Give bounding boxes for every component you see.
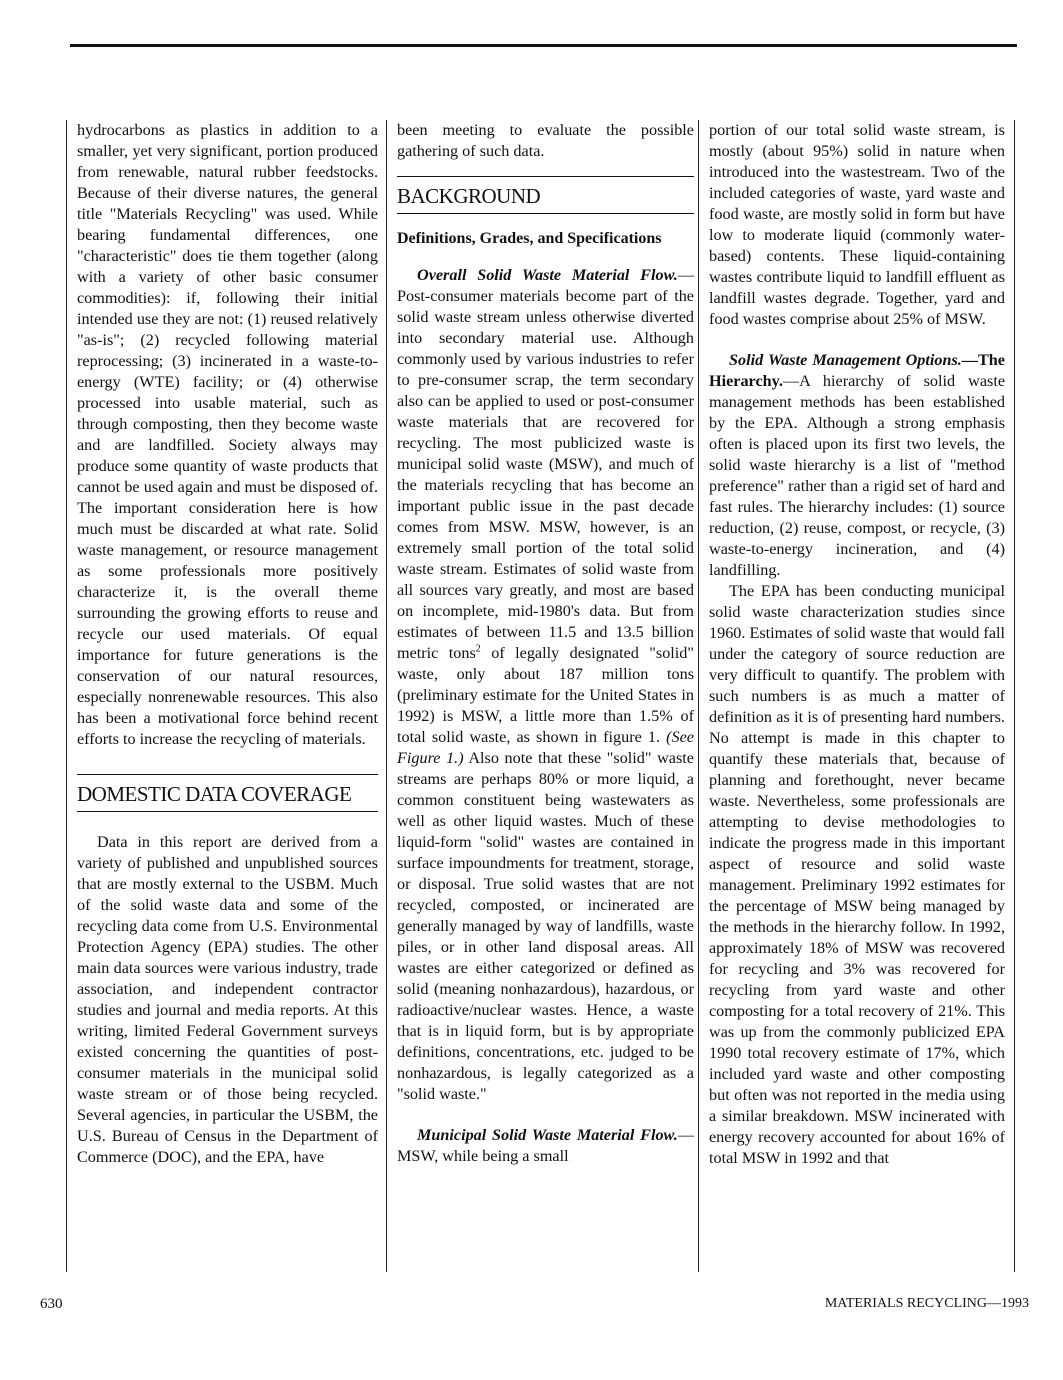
middle-paragraph-2-text-a: —Post-consumer materials become part of the solid waste stream unless otherwise diverted into secondary material use. Although commonly used by various industries to refer to pre-consumer scrap, the term secondary also can be applied to used or post-consumer waste materials that are recovered for recycling. The most publicized waste is municipal solid waste (MSW), and much of the materials recycling that has become an important public issue in the past decade comes from MSW. MSW, however, is an extremely small portion of the total solid waste stream. Estimates of solid waste from all sources vary greatly, and most are based on incomplete, mid-1980's data. But from estimates of between 11.5 and 13.5 billion metric tons xyxy=(397,266,694,662)
middle-paragraph-2-text-b: of legally designated "solid" waste, only about 187 million tons (preliminary estimate for the United States in 1992) is MSW, a little more than 1.5% of total solid waste, as shown in figure 1. xyxy=(397,644,694,746)
middle-column xyxy=(386,120,702,1272)
figure-reference: (See Figure 1.) xyxy=(397,728,694,767)
right-paragraph-3: The EPA has been conducting municipal solid waste characterization studies since 1960. Estimates of solid waste that would fall under the category of source reduction are very difficult to quantify. The problem with such numbers is as much a matter of definition as it is of presenting hard numbers. No attempt is made in this chapter to quantify these materials that, because of planning and forethought, never became waste. Nevertheless, some professionals are attempting to devise methodologies to indicate the progress made in this important aspect of resource and solid waste management. Preliminary 1992 estimates for the percentage of MSW being managed by the methods in the hierarchy follow. In 1992, approximately 18% of MSW was recovered for recycling and 3% was recovered for recycling from yard waste and other composting for a total recovery of 21%. This was up from the commonly publicized EPA 1990 total recovery estimate of 17%, which included yard waste and other composting but often was not reported in the media using a similar breakdown. MSW incinerated with energy recovery accounted for about 16% of total MSW in 1992 and that xyxy=(709,582,1005,1167)
runin-overall-solid-waste: Overall Solid Waste Material Flow. xyxy=(417,266,678,284)
right-paragraph-1: portion of our total solid waste stream, is mostly (about 95%) solid in nature when introduced into the wastestream. Two of the included categories of waste, yard waste and food waste, are mostly solid in form but have low to moderate liquid (commonly water-based) contents. These liquid-containing wastes contribute liquid to landfill effluent as landfill wastes degrade. Together, yard and food wastes comprise about 25% of MSW. xyxy=(709,121,1005,328)
page-number: 630 xyxy=(40,1296,63,1312)
left-paragraph-2: Data in this report are derived from a variety of published and unpublished sources that are mostly external to the USBM. Much of the solid waste data and some of the recycling data come from U.S. Environmental Protection Agency (EPA) studies. The other main data sources were various industry, trade association, and independent contractor studies and journal and media reports. At this writing, limited Federal Government surveys existed concerning the quantities of post-consumer materials in the municipal solid waste stream or of those being recycled. Several agencies, in particular the USBM, the U.S. Bureau of Census in the Department of Commerce (DOC), and the EPA, have xyxy=(77,833,378,1166)
right-column xyxy=(698,120,1015,1272)
middle-paragraph-1: been meeting to evaluate the possible gathering of such data. xyxy=(397,121,694,160)
middle-paragraph-2 xyxy=(397,265,694,1105)
left-paragraph-1: hydrocarbons as plastics in addition to a smaller, yet very significant, portion produced from renewable, natural rubber feedstocks. Because of their diverse natures, the general title "Materials Recycling" was used. While bearing fundamental differences, one "characteristic" does tie them together (along with a variety of other basic consumer commodities): if, following their initial intended use they are not: (1) reused relatively "as-is"; (2) recycled following material reprocessing; (3) incinerated in a waste-to-energy (WTE) facility; or (4) otherwise processed into usable material, such as through composting, then they become waste and are landfilled. Society always may produce some quantity of waste products that cannot be used again and must be disposed of. The important consideration here is how much must be discarded at what rate. Solid waste management, or resource management as some professionals more positively characterize it, is the overall theme surrounding the growing efforts to reuse and recycle our used materials. Of equal importance for future generations is the conservation of our natural resources, especially nonrenewable resources. This also has been a motivational force behind recent efforts to increase the recycling of materials. xyxy=(77,121,378,748)
running-title: MATERIALS RECYCLING—1993 xyxy=(824,1296,1029,1311)
section-heading-background: BACKGROUND xyxy=(397,176,694,214)
top-rule xyxy=(70,44,1017,47)
sub-heading-definitions: Definitions, Grades, and Specifications xyxy=(397,230,662,247)
section-heading-domestic-data-coverage: DOMESTIC DATA COVERAGE xyxy=(77,774,378,812)
right-paragraph-2 xyxy=(709,350,1005,581)
runin-solid-waste-management-options: Solid Waste Management Options.— xyxy=(729,351,978,369)
middle-paragraph-2-text-c: Also note that these "solid" waste streams are perhaps 80% or more liquid, a common constituent being wastewaters as well as other liquid wastes. Much of these liquid-form "solid" wastes are contained in surface impoundments for treatment, storage, or disposal. True solid wastes that are not recycled, composted, or incinerated are generally managed by way of landfills, waste piles, or in other land disposal areas. All wastes are either categorized or defined as solid (meaning nonhazardous), hazardous, or radioactive/nuclear wastes. Hence, a waste that is in liquid form, but is by appropriate definitions, concentrations, etc. judged to be nonhazardous, is legally categorized as a "solid waste." xyxy=(397,749,694,1103)
runin-municipal-solid-waste: Municipal Solid Waste Material Flow. xyxy=(417,1126,678,1144)
middle-paragraph-3 xyxy=(397,1125,694,1167)
footnote-marker: 2 xyxy=(475,643,481,655)
left-column xyxy=(66,120,378,1272)
right-paragraph-2-text: —A hierarchy of solid waste management methods has been established by the EPA. Although a strong emphasis often is placed upon its first two levels, the solid waste hierarchy is a list of "method preference" rather than a rigid set of hard and fast rules. The hierarchy includes: (1) source reduction, (2) reuse, compost, or recycle, (3) waste-to-energy incineration, and (4) landfilling. xyxy=(709,372,1005,579)
middle-paragraph-3-text: —MSW, while being a small xyxy=(397,1126,694,1165)
runin-the-hierarchy: The Hierarchy. xyxy=(709,351,1005,390)
